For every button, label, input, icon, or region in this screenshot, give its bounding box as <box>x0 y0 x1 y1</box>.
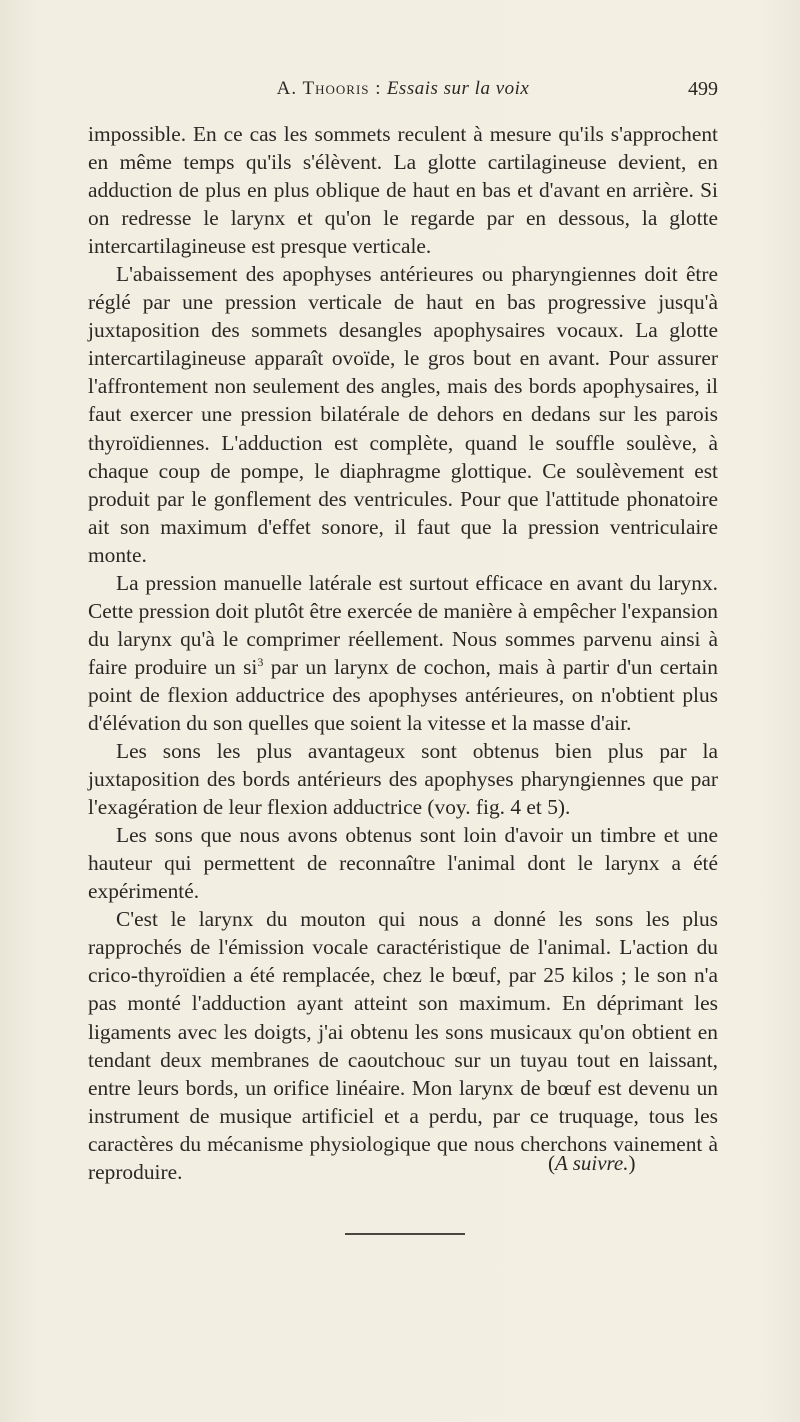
continuation-note <box>548 1151 636 1176</box>
paragraph-4-text: Les sons les plus avantageux sont obtenus bien plus par la juxtaposition des bords antérieurs des apophyses pharyngiennes que par l'exagération de leur flexion adductrice (voy. fig. 4 et 5). <box>88 739 718 820</box>
end-rule-divider <box>345 1233 465 1235</box>
continuation-text: A suivre. <box>555 1151 629 1175</box>
paragraph-5 <box>88 821 718 905</box>
paragraph-3-text-end: par un larynx de cochon, mais à partir d'un certain point de flexion adductrice des apophyses antérieures, on n'obtient plus d'élévation du son quelles que soient la vitesse et la masse d'air. <box>88 654 718 735</box>
page-header <box>88 78 718 110</box>
body-text <box>88 120 718 1186</box>
paragraph-1-text: impossible. En ce cas les sommets reculent à mesure qu'ils s'approchent en même temps qu'ils s'élèvent. La glotte cartilagineuse devient, en adduction de plus en plus oblique de haut en bas et d'avant en arrière. Si on redresse le larynx et qu'on le regarde par en dessous, la glotte intercartilagineuse est presque verticale. <box>88 122 718 259</box>
paragraph-6 <box>88 905 718 1185</box>
running-head <box>88 78 718 100</box>
page-number: 499 <box>688 78 718 100</box>
paragraph-3 <box>88 569 718 737</box>
header-title: Essais sur la voix <box>386 78 530 99</box>
header-author: A. Thooris : <box>276 78 382 99</box>
paragraph-2-text: L'abaissement des apophyses antérieures ou pharyngiennes doit être réglé par une pression verticale de haut en bas progressive jusqu'à juxtaposition des sommets desangles apophysaires vocaux. La glotte intercartilagineuse apparaît ovoïde, le gros bout en avant. Pour assurer l'affrontement non seulement des angles, mais des bords apophysaires, il faut exercer une pression bilatérale de dehors en dedans sur les parois thyroïdiennes. L'adduction est complète, quand le souffle soulève, à chaque coup de pompe, le diaphragme glottique. Ce soulèvement est produit par le gonflement des ventricules. Pour que l'attitude phonatoire ait son maximum d'effet sonore, il faut que la pression ventriculaire monte. <box>88 262 718 567</box>
paragraph-3-superscript: 3 <box>257 654 264 669</box>
paragraph-6-text: C'est le larynx du mouton qui nous a donné les sons les plus rapprochés de l'émission vocale caractéristique de l'animal. L'action du crico-thyroïdien a été remplacée, chez le bœuf, par 25 kilos ; le son n'a pas monté l'adduction ayant atteint son maximum. En déprimant les ligaments avec les doigts, j'ai obtenu les sons musicaux qu'on obtient en tendant deux membranes de caoutchouc sur un tuyau tout en laissant, entre leurs bords, un orifice linéaire. Mon larynx de bœuf est devenu un instrument de musique artificiel et a perdu, par ce truquage, tous les caractères du mécanisme physiologique que nous cherchons vainement à reproduire. <box>88 907 718 1184</box>
paragraph-5-text: Les sons que nous avons obtenus sont loin d'avoir un timbre et une hauteur qui permettent de reconnaître l'animal dont le larynx a été expérimenté. <box>88 823 718 904</box>
paragraph-2 <box>88 260 718 569</box>
paragraph-4 <box>88 737 718 821</box>
continuation-open-paren: ( <box>548 1151 555 1175</box>
continuation-close-paren: ) <box>628 1151 636 1175</box>
paragraph-3-text-start: La pression manuelle latérale est surtout efficace en avant du larynx. Cette pression doit plutôt être exercée de manière à empêcher l'expansion du larynx qu'à le comprimer réellement. Nous sommes parvenu ainsi à faire produire un si <box>88 570 718 679</box>
paragraph-1 <box>88 120 718 260</box>
